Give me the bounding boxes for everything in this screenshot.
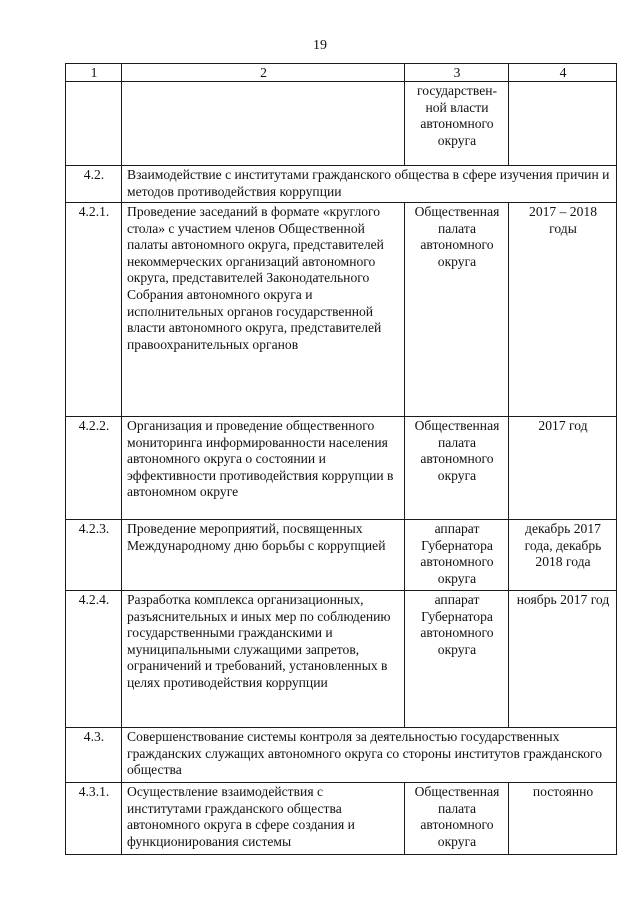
activity-text: Проведение заседаний в формате «круглого стола» с участием членов Общественной палаты автономного округа, представителей некоммерческих организаций автономного округа, представителей Законодательного Собрания автономного округа и исполнительных органов государственной власти автономного округа, представителей правоохранительных органов <box>122 203 405 417</box>
column-header-3: 3 <box>405 64 509 82</box>
table-row-4-3-1 <box>66 783 617 855</box>
row-number <box>66 82 122 166</box>
section-title: Взаимодействие с институтами гражданского общества в сфере изучения причин и методов противодействия коррупции <box>122 166 617 203</box>
activity-text: Осуществление взаимодействия с институтами гражданского общества автономного округа в сфере создания и функционирования системы <box>122 783 405 855</box>
row-number: 4.2.1. <box>66 203 122 417</box>
table-row-4-2-4 <box>66 591 617 728</box>
section-number: 4.3. <box>66 728 122 783</box>
term-cell: ноябрь 2017 год <box>509 591 617 728</box>
continuation-row <box>66 82 617 166</box>
term-cell: постоянно <box>509 783 617 855</box>
column-header-2: 2 <box>122 64 405 82</box>
section-number: 4.2. <box>66 166 122 203</box>
executor-cell: государствен-ной власти автономного округа <box>405 82 509 166</box>
section-row-4-3 <box>66 728 617 783</box>
term-cell: 2017 год <box>509 417 617 520</box>
table-row-4-2-3 <box>66 520 617 591</box>
activity-text: Проведение мероприятий, посвященных Международному дню борьбы с коррупцией <box>122 520 405 591</box>
section-row-4-2 <box>66 166 617 203</box>
executor-cell: аппарат Губернатора автономного округа <box>405 591 509 728</box>
term-cell <box>509 82 617 166</box>
row-number: 4.2.2. <box>66 417 122 520</box>
activity-text: Организация и проведение общественного мониторинга информированности населения автономного округа о состоянии и эффективности противодействия коррупции в автономном округе <box>122 417 405 520</box>
executor-cell: Общественная палата автономного округа <box>405 783 509 855</box>
column-header-1: 1 <box>66 64 122 82</box>
term-cell: 2017 – 2018 годы <box>509 203 617 417</box>
section-title: Совершенствование системы контроля за деятельностью государственных гражданских служащих автономного округа со стороны институтов гражданского общества <box>122 728 617 783</box>
executor-cell: аппарат Губернатора автономного округа <box>405 520 509 591</box>
table-header-row <box>66 64 617 82</box>
activity-text: Разработка комплекса организационных, разъяснительных и иных мер по соблюдению государственными гражданскими и муниципальными служащими запретов, ограничений и требований, установленных в целях противодействия коррупции <box>122 591 405 728</box>
executor-cell: Общественная палата автономного округа <box>405 203 509 417</box>
anticorruption-plan-table <box>65 63 617 855</box>
column-header-4: 4 <box>509 64 617 82</box>
row-number: 4.3.1. <box>66 783 122 855</box>
page-number: 19 <box>313 38 327 53</box>
table-row-4-2-2 <box>66 417 617 520</box>
row-number: 4.2.4. <box>66 591 122 728</box>
executor-cell: Общественная палата автономного округа <box>405 417 509 520</box>
table-row-4-2-1 <box>66 203 617 417</box>
term-cell: декабрь 2017 года, декабрь 2018 года <box>509 520 617 591</box>
activity-text <box>122 82 405 166</box>
row-number: 4.2.3. <box>66 520 122 591</box>
